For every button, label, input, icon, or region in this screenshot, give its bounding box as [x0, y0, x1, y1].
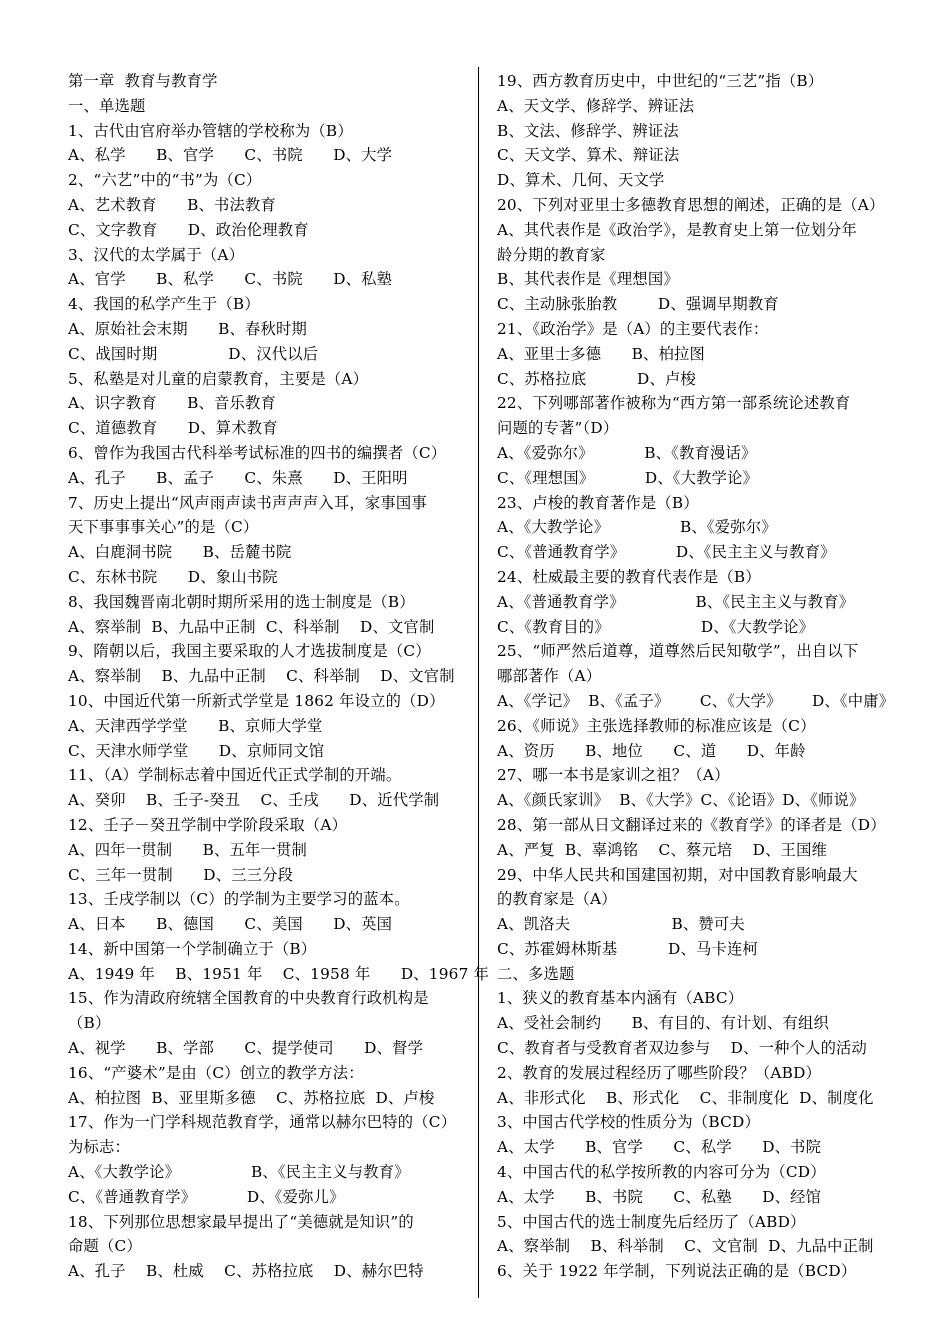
text-line: A、亚里士多德 B、柏拉图: [497, 344, 706, 363]
text-line: C、《理想国》 D、《大教学论》: [497, 468, 759, 487]
text-line: （B）: [68, 1014, 111, 1033]
text-line: A、太学 B、官学 C、私学 D、书院: [497, 1138, 822, 1157]
text-line: A、太学 B、书院 C、私塾 D、经馆: [497, 1187, 822, 1206]
text-line: 12、壬子－癸丑学制中学阶段采取（A）: [68, 815, 348, 834]
text-line: A、原始社会末期 B、春秋时期: [68, 319, 308, 338]
text-line: A、《普通教育学》 B、《民主主义与教育》: [497, 592, 855, 611]
text-line: 15、作为清政府统辖全国教育的中央教育行政机构是: [68, 989, 429, 1008]
text-line: C、《教育目的》 D、《大教学论》: [497, 617, 815, 636]
text-line: 29、中华人民共和国建国初期，对中国教育影响最大: [497, 865, 858, 884]
text-line: 24、杜威最主要的教育代表作是（B）: [497, 567, 761, 586]
text-line: C、道德教育 D、算术教育: [68, 419, 278, 438]
text-line: 25、“师严然后道尊，道尊然后民知敬学”，出自以下: [497, 642, 859, 661]
text-line: A、《大教学论》 B、《民主主义与教育》: [68, 1163, 410, 1182]
text-line: 28、第一部从日文翻译过来的《教育学》的译者是（D）: [497, 815, 886, 834]
text-line: 27、哪一本书是家训之祖？（A）: [497, 766, 730, 785]
text-line: A、天文学、修辞学、辨证法: [497, 96, 695, 115]
text-line: 16、“产婆术”是由（C）创立的教学方法：: [68, 1063, 364, 1082]
text-line: A、凯洛夫 B、赞可夫: [497, 915, 745, 934]
text-line: 5、中国古代的选士制度先后经历了（ABD）: [497, 1212, 806, 1231]
text-line: A、《学记》 B、《孟子》 C、《大学》 D、《中庸》: [497, 691, 895, 710]
text-line: 17、作为一门学科规范教育学，通常以赫尔巴特的（C）: [68, 1113, 457, 1132]
text-line: A、癸卯 B、壬子-癸丑 C、壬戌 D、近代学制: [68, 791, 440, 810]
text-line: C、苏格拉底 D、卢梭: [497, 369, 696, 388]
text-line: A、《大教学论》 B、《爱弥尔》: [497, 518, 777, 537]
text-line: 10、中国近代第一所新式学堂是 1862 年设立的（D）: [68, 691, 445, 710]
text-line: 7、历史上提出“风声雨声读书声声声入耳，家事国事: [68, 493, 427, 512]
text-line: 18、下列那位思想家最早提出了“美德就是知识”的: [68, 1212, 414, 1231]
text-line: A、孔子 B、杜威 C、苏格拉底 D、赫尔巴特: [68, 1262, 424, 1281]
text-line: C、三年一贯制 D、三三分段: [68, 865, 294, 884]
text-line: C、东林书院 D、象山书院: [68, 567, 278, 586]
text-line: 命题（C）: [68, 1237, 142, 1256]
text-line: 1、古代由官府举办管辖的学校称为（B）: [68, 121, 353, 140]
text-line: 的教育家是（A）: [497, 890, 617, 909]
text-line: 1、狭义的教育基本内涵有（ABC）: [497, 989, 744, 1008]
text-line: A、视学 B、学部 C、提学使司 D、督学: [68, 1039, 424, 1058]
text-line: 4、我国的私学产生于（B）: [68, 295, 260, 314]
text-line: A、识字教育 B、音乐教育: [68, 394, 277, 413]
text-line: 13、壬戌学制以（C）的学制为主要学习的蓝本。: [68, 890, 410, 909]
text-line: A、非形式化 B、形式化 C、非制度化 D、制度化: [497, 1088, 874, 1107]
text-line: 9、隋朝以后，我国主要采取的人才选拔制度是（C）: [68, 642, 431, 661]
text-line: 3、汉代的太学属于（A）: [68, 245, 245, 264]
text-line: C、文字教育 D、政治伦理教育: [68, 220, 309, 239]
text-line: A、白鹿洞书院 B、岳麓书院: [68, 543, 292, 562]
text-line: A、四年一贯制 B、五年一贯制: [68, 840, 308, 859]
text-line: B、其代表作是《理想国》: [497, 270, 679, 289]
text-line: 2、教育的发展过程经历了哪些阶段？（ABD）: [497, 1063, 822, 1082]
text-line: A、艺术教育 B、书法教育: [68, 195, 277, 214]
text-line: A、察举制 B、九品中正制 C、科举制 D、文官制: [68, 667, 455, 686]
text-line: 龄分期的教育家: [497, 245, 606, 264]
text-line: A、日本 B、德国 C、美国 D、英国: [68, 915, 393, 934]
text-line: C、战国时期 D、汉代以后: [68, 344, 319, 363]
text-line: 23、卢梭的教育著作是（B）: [497, 493, 699, 512]
text-line: 6、曾作为我国古代科举考试标准的四书的编撰者（C）: [68, 443, 447, 462]
text-line: 14、新中国第一个学制确立于（B）: [68, 939, 317, 958]
text-line: 26、《师说》主张选择教师的标准应该是（C）: [497, 716, 816, 735]
text-line: A、孔子 B、孟子 C、朱熹 D、王阳明: [68, 468, 408, 487]
text-line: C、主动脉张胎教 D、强调早期教育: [497, 295, 779, 314]
text-line: A、《颜氏家训》 B、《大学》C、《论语》D、《师说》: [497, 791, 865, 810]
text-line: 第一章 教育与教育学: [68, 72, 218, 90]
text-line: 19、西方教育历史中，中世纪的“三艺”指（B）: [497, 72, 824, 90]
text-line: 二、多选题: [497, 964, 575, 983]
text-line: A、察举制 B、科举制 C、文官制 D、九品中正制: [497, 1237, 874, 1256]
column-divider: [478, 67, 479, 1298]
text-line: 22、下列哪部著作被称为“西方第一部系统论述教育: [497, 394, 851, 413]
text-line: 5、私塾是对儿童的启蒙教育，主要是（A）: [68, 369, 369, 388]
text-line: A、资历 B、地位 C、道 D、年龄: [497, 741, 806, 760]
text-line: 3、中国古代学校的性质分为（BCD）: [497, 1113, 760, 1132]
text-line: 8、我国魏晋南北朝时期所采用的选士制度是（B）: [68, 592, 415, 611]
text-line: 4、中国古代的私学按所教的内容可分为（CD）: [497, 1163, 826, 1182]
text-line: C、《普通教育学》 D、《爱弥儿》: [68, 1187, 345, 1206]
text-line: A、天津西学学堂 B、京师大学堂: [68, 716, 323, 735]
text-line: A、其代表作是《政治学》，是教育史上第一位划分年: [497, 220, 858, 239]
text-line: 6、关于 1922 年学制，下列说法正确的是（BCD）: [497, 1262, 857, 1281]
text-line: 为标志：: [68, 1138, 130, 1157]
text-line: 一、单选题: [68, 96, 146, 115]
text-line: D、算术、几何、天文学: [497, 171, 665, 190]
left-column: [68, 69, 490, 1284]
text-line: 11、（A）学制标志着中国近代正式学制的开端。: [68, 766, 402, 785]
text-line: A、官学 B、私学 C、书院 D、私塾: [68, 270, 393, 289]
text-line: 21、《政治学》是（A）的主要代表作：: [497, 319, 769, 338]
text-line: 哪部著作（A）: [497, 667, 602, 686]
text-line: A、1949 年 B、1951 年 C、1958 年 D、1967 年: [68, 964, 490, 983]
text-line: A、严复 B、辜鸿铭 C、蔡元培 D、王国维: [497, 840, 828, 859]
text-line: C、天文学、算术、辩证法: [497, 146, 680, 165]
text-line: A、《爱弥尔》 B、《教育漫话》: [497, 443, 757, 462]
text-line: B、文法、修辞学、辨证法: [497, 121, 679, 140]
text-line: C、天津水师学堂 D、京师同文馆: [68, 741, 325, 760]
text-line: A、私学 B、官学 C、书院 D、大学: [68, 146, 393, 165]
text-line: C、教育者与受教育者双边参与 D、一种个人的活动: [497, 1039, 868, 1058]
text-line: C、《普通教育学》 D、《民主主义与教育》: [497, 543, 836, 562]
text-line: 2、“六艺”中的“书”为（C）: [68, 171, 262, 190]
text-line: C、苏霍姆林斯基 D、马卡连柯: [497, 939, 758, 958]
text-line: 20、下列对亚里士多德教育思想的阐述，正确的是（A）: [497, 195, 885, 214]
text-line: 天下事事事关心”的是（C）: [68, 518, 259, 537]
right-column: [497, 69, 897, 1284]
text-line: A、受社会制约 B、有目的、有计划、有组织: [497, 1014, 830, 1033]
text-line: A、柏拉图 B、亚里斯多德 C、苏格拉底 D、卢梭: [68, 1088, 435, 1107]
text-line: 问题的专著”（D）: [497, 419, 619, 438]
text-line: A、察举制 B、九品中正制 C、科举制 D、文官制: [68, 617, 435, 636]
